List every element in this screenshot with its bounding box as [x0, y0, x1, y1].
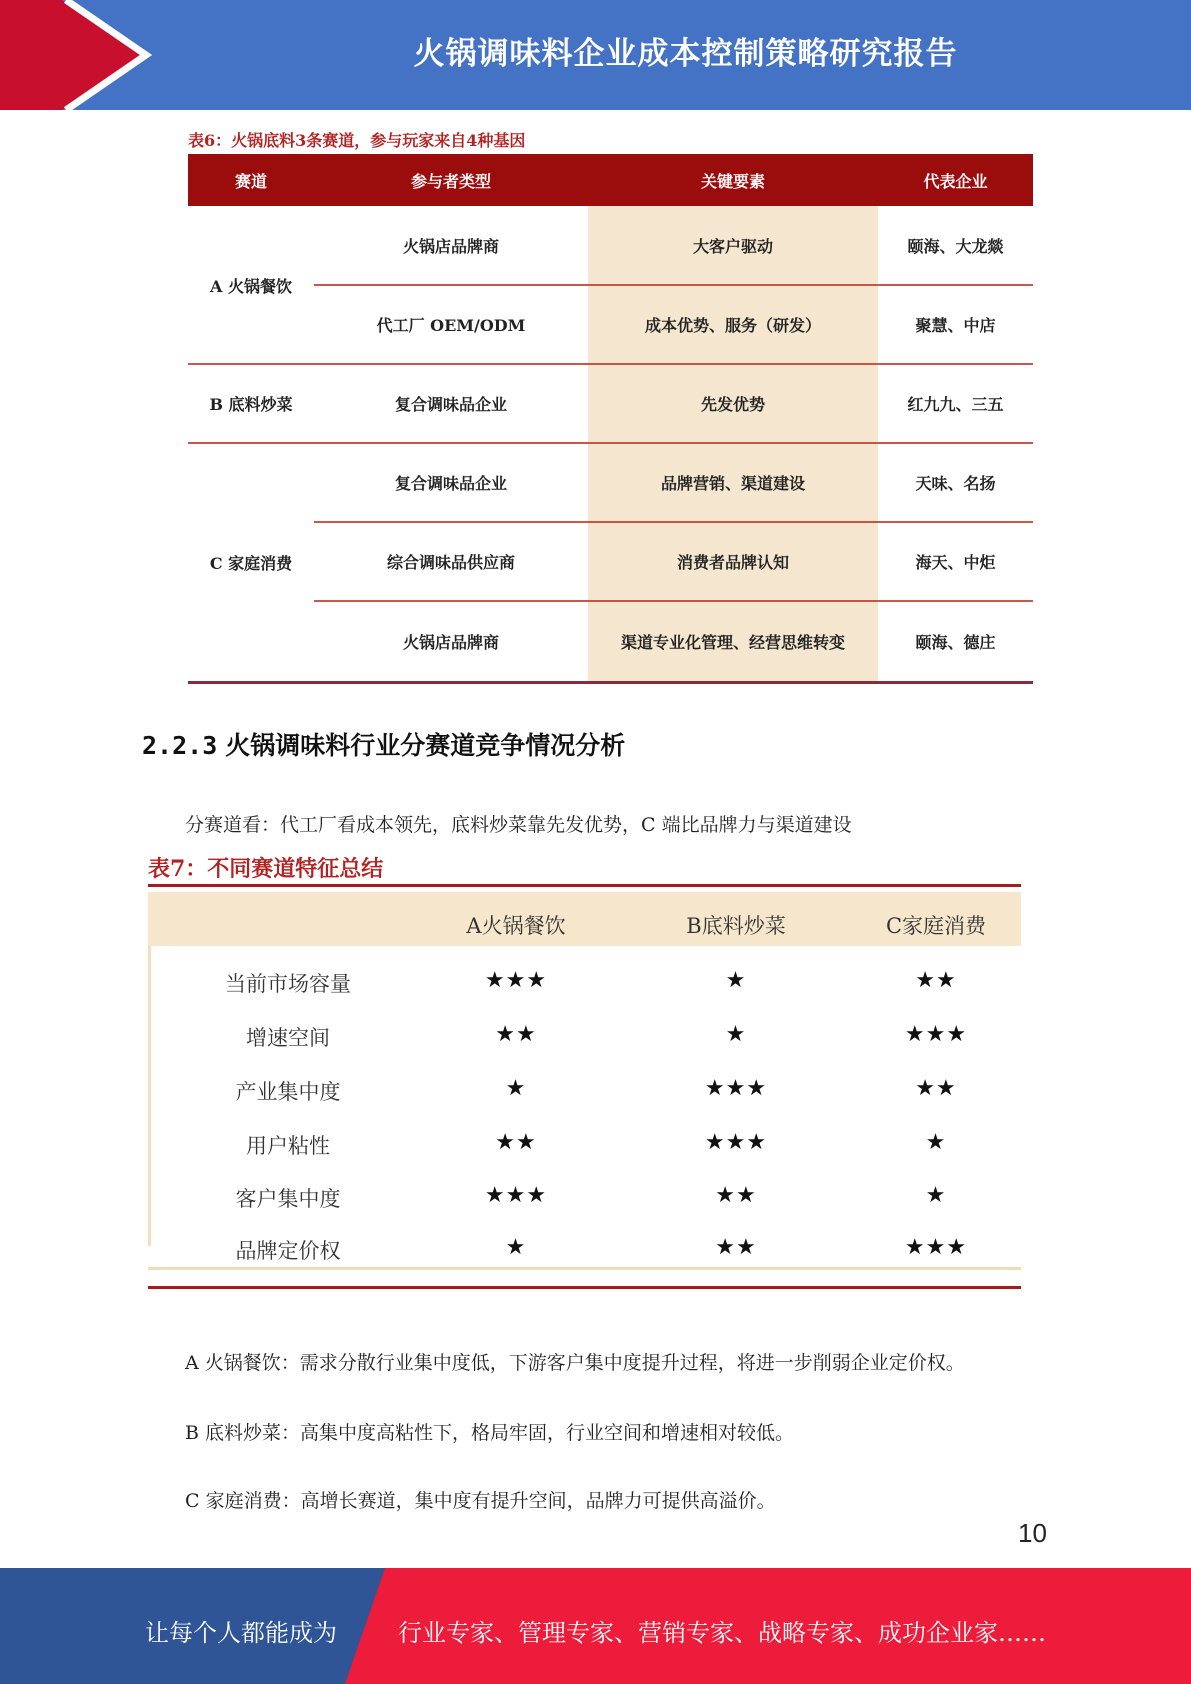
- star-rating: ★★: [495, 1130, 537, 1155]
- star-rating: ★★: [715, 1183, 757, 1208]
- table6: [188, 150, 1033, 685]
- table6-cell: 先发优势: [700, 395, 765, 414]
- table7-top-rule: [148, 884, 1021, 887]
- star-rating: ★★★: [904, 1235, 968, 1260]
- star-rating: ★★: [915, 1076, 957, 1101]
- table7-caption: 表7：不同赛道特征总结: [148, 856, 384, 882]
- table6-cell: 火锅店品牌商: [402, 632, 499, 652]
- table6-bottom-rule: [188, 681, 1033, 684]
- paragraph-b: B 底料炒菜：高集中度高粘性下，格局牢固，行业空间和增速相对较低。: [185, 1422, 795, 1444]
- table7-row-label: 当前市场容量: [225, 972, 351, 996]
- table6-cell: 聚慧、中店: [915, 316, 996, 335]
- table6-header-participant: 参与者类型: [314, 154, 588, 206]
- star-rating: ★: [725, 1022, 747, 1047]
- table7-row-label: 用户粘性: [246, 1134, 330, 1158]
- table6-header-track: 赛道: [188, 154, 314, 206]
- row-divider: [314, 284, 1033, 286]
- table6-header-company: 代表企业: [878, 154, 1033, 206]
- table6-cell: 火锅店品牌商: [402, 237, 499, 256]
- table6-cell: 消费者品牌认知: [676, 553, 789, 572]
- intro-paragraph: 分赛道看：代工厂看成本领先，底料炒菜靠先发优势，C 端比品牌力与渠道建设: [185, 814, 852, 836]
- table7-header-b: B底料炒菜: [686, 914, 786, 938]
- star-rating: ★★★: [704, 1130, 768, 1155]
- star-rating: ★★: [715, 1235, 757, 1260]
- star-rating: ★: [725, 968, 747, 993]
- header-arrow-decoration: [0, 0, 160, 110]
- report-title: 火锅调味料企业成本控制策略研究报告: [413, 36, 958, 72]
- table6-cell: 复合调味品企业: [394, 474, 507, 493]
- section-heading: [142, 726, 625, 762]
- paragraph-a: A 火锅餐饮：需求分散行业集中度低，下游客户集中度提升过程，将进一步削弱企业定价权。: [185, 1352, 965, 1374]
- table6-group-a: A 火锅餐饮: [210, 276, 292, 296]
- table7-row-label: 产业集中度: [235, 1080, 341, 1104]
- table7-side-rule: [148, 946, 151, 1246]
- row-divider: [188, 363, 1033, 365]
- star-rating: ★: [505, 1235, 527, 1260]
- table6-cell: 渠道专业化管理、经营思维转变: [620, 632, 845, 652]
- table6-cell: 大客户驱动: [692, 237, 773, 256]
- table6-cell: 成本优势、服务（研发）: [644, 316, 821, 335]
- star-rating: ★★★: [704, 1076, 768, 1101]
- table7-bottom-rule: [148, 1267, 1021, 1270]
- star-rating: ★: [505, 1076, 527, 1101]
- footer-slogan-left: 让每个人都能成为: [145, 1619, 337, 1647]
- table6-cell: 红九九、三五: [907, 395, 1004, 414]
- table6-caption: 表6：火锅底料3条赛道，参与玩家来自4种基因: [188, 131, 526, 150]
- star-rating: ★★: [915, 968, 957, 993]
- star-rating: ★: [925, 1130, 947, 1155]
- section-number: 2.2.3: [142, 731, 218, 760]
- table6-cell: 颐海、大龙燚: [907, 237, 1004, 256]
- page-header: [0, 0, 1191, 110]
- row-divider: [314, 521, 1033, 523]
- table6-cell: 海天、中炬: [915, 553, 996, 572]
- table6-group-b: B 底料炒菜: [209, 395, 293, 414]
- table7-header-a: A火锅餐饮: [466, 914, 566, 938]
- table6-cell: 颐海、德庄: [915, 632, 996, 652]
- table7: [148, 882, 1021, 1292]
- table6-cell: 代工厂 OEM/ODM: [376, 316, 526, 335]
- star-rating: ★★★: [484, 968, 548, 993]
- star-rating: ★★★: [484, 1183, 548, 1208]
- table7-bottom-rule: [148, 1286, 1021, 1289]
- table6-cell: 品牌营销、渠道建设: [660, 474, 805, 493]
- paragraph-c: C 家庭消费：高增长赛道，集中度有提升空间，品牌力可提供高溢价。: [185, 1490, 776, 1512]
- table7-row-label: 增速空间: [246, 1026, 330, 1050]
- star-rating: ★★: [495, 1022, 537, 1047]
- table6-cell: 天味、名扬: [915, 474, 996, 493]
- footer-slogan-right: 行业专家、管理专家、营销专家、战略专家、成功企业家……: [398, 1619, 1046, 1647]
- star-rating: ★: [925, 1183, 947, 1208]
- table7-header-c: C家庭消费: [885, 914, 987, 938]
- table6-group-c: C 家庭消费: [209, 553, 293, 573]
- table7-row-label: 客户集中度: [235, 1187, 341, 1211]
- table6-header-key-factor: 关键要素: [588, 154, 878, 206]
- row-divider: [188, 442, 1033, 444]
- table6-cell: 综合调味品供应商: [386, 553, 515, 572]
- table6-cell: 复合调味品企业: [394, 395, 507, 414]
- page-number: 10: [1018, 1518, 1047, 1548]
- star-rating: ★★★: [904, 1022, 968, 1047]
- row-divider: [314, 600, 1033, 602]
- table7-row-label: 品牌定价权: [235, 1239, 341, 1263]
- section-title: 火锅调味料行业分赛道竞争情况分析: [225, 731, 626, 760]
